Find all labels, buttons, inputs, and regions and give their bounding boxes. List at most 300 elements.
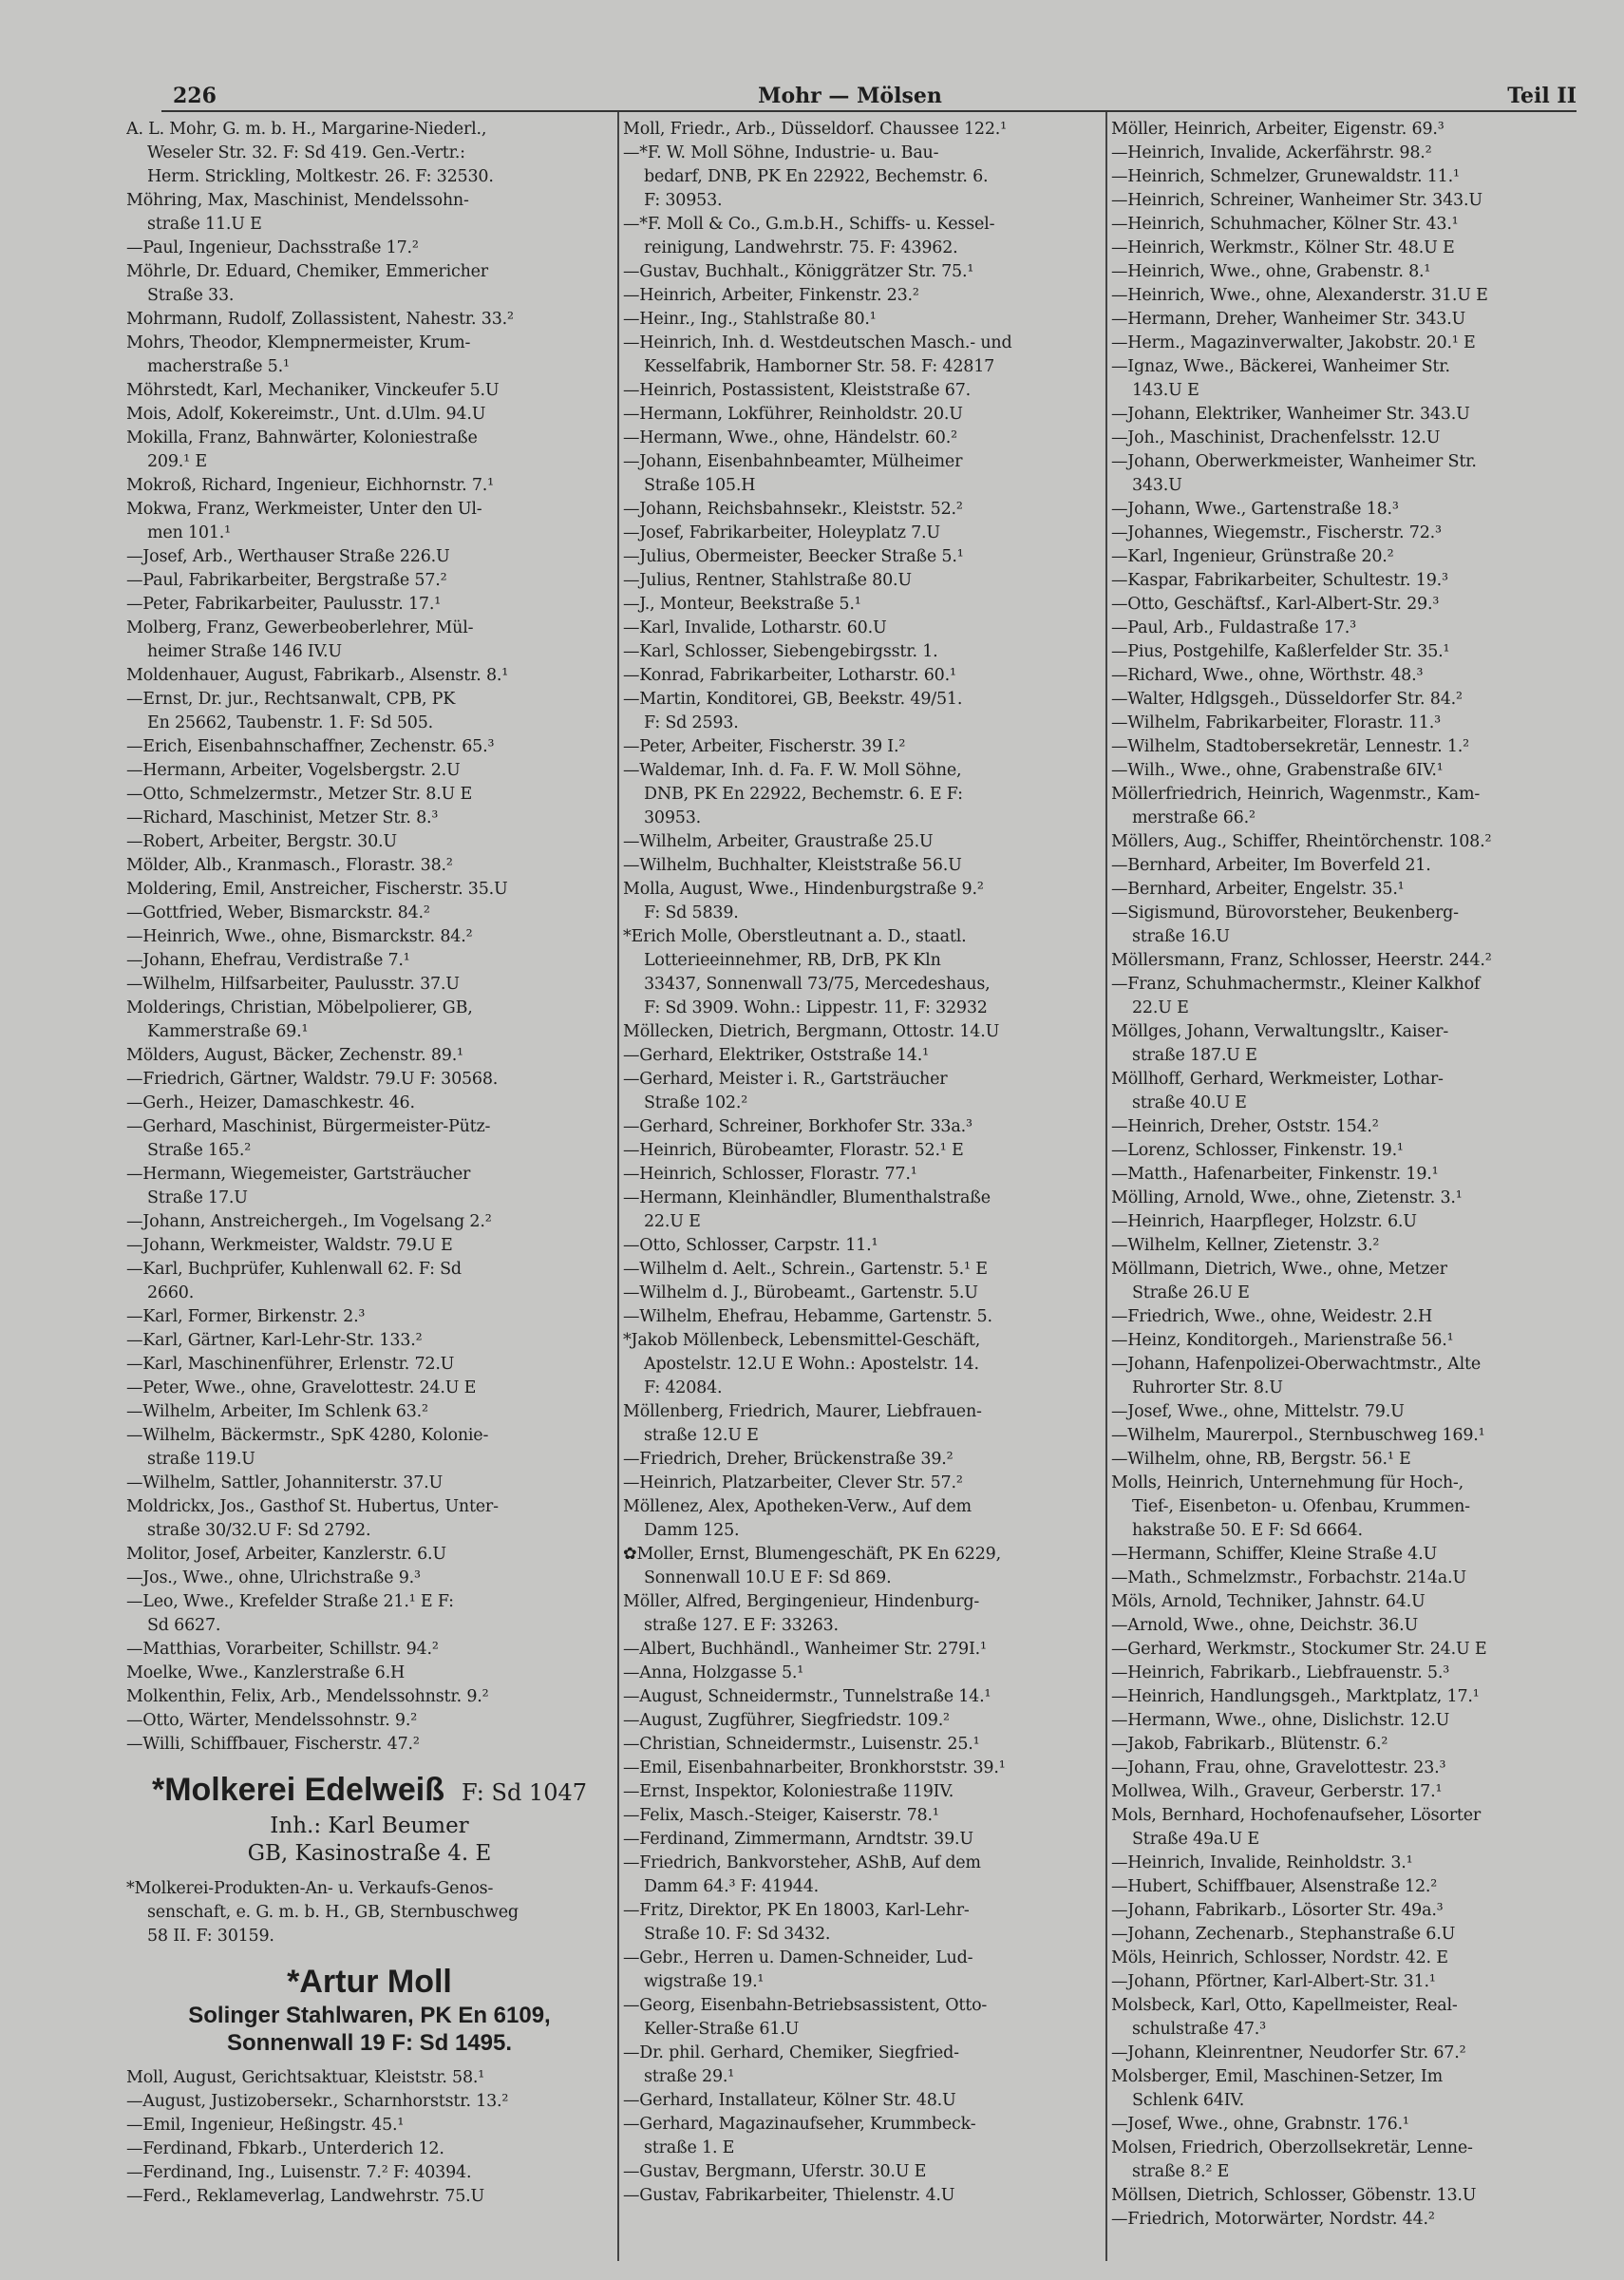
entry-line: —Johann, Eisenbahnbeamter, Mülheimer	[623, 452, 963, 471]
entry-line: Mölling, Arnold, Wwe., ohne, Zietenstr. 3.¹	[1111, 1188, 1463, 1207]
entry-line: —Dr. phil. Gerhard, Chemiker, Siegfried-	[623, 2043, 959, 2062]
entry-line: —Gerh., Heizer, Damaschkestr. 46.	[126, 1093, 415, 1112]
entry-list	[126, 1877, 613, 1948]
directory-entry	[623, 1757, 1103, 1780]
entry-line: ✿Moller, Ernst, Blumengeschäft, PK En 6229,	[623, 1545, 1001, 1564]
entry-line: —Franz, Schuhmachermstr., Kleiner Kalkhof	[1111, 975, 1481, 994]
directory-entry	[1111, 1852, 1578, 1875]
entry-line: —August, Schneidermstr., Tunnelstraße 14.¹	[623, 1687, 991, 1706]
directory-entry	[126, 1472, 613, 1495]
directory-entry	[1111, 522, 1578, 545]
entry-line: —Ignaz, Wwe., Bäckerei, Wanheimer Str.	[1111, 357, 1450, 376]
entry-line: Möllers, Aug., Schiffer, Rheintörchenstr. 108.²	[1111, 832, 1492, 851]
directory-entry	[623, 593, 1103, 617]
entry-line: Möhring, Max, Maschinist, Mendelssohn-	[126, 191, 469, 210]
entry-line: —Wilhelm, Fabrikarbeiter, Florastr. 11.³	[1111, 713, 1441, 732]
entry-line: —Johann, Kleinrentner, Neudorfer Str. 67.²	[1111, 2043, 1466, 2062]
directory-entry	[1111, 1139, 1578, 1163]
directory-entry	[623, 1638, 1103, 1662]
directory-entry	[126, 2185, 613, 2209]
directory-entry	[623, 2113, 1103, 2160]
entry-line: Straße 10. F: Sd 3432.	[644, 1925, 831, 1944]
entry-line: —Waldemar, Inh. d. Fa. F. W. Moll Söhne,	[623, 761, 962, 780]
directory-entry	[1111, 1187, 1578, 1210]
entry-line: 58 II. F: 30159.	[147, 1927, 274, 1946]
entry-line: —Friedrich, Dreher, Brückenstraße 39.²	[623, 1450, 954, 1469]
directory-entry	[1111, 1923, 1578, 1947]
directory-entry	[1111, 1424, 1578, 1448]
directory-entry	[623, 664, 1103, 688]
entry-list	[623, 118, 1103, 2208]
entry-line: —Joh., Maschinist, Drachenfelsstr. 12.U	[1111, 428, 1441, 447]
entry-line: Möllges, Johann, Verwaltungsltr., Kaiser-	[1111, 1022, 1449, 1041]
entry-line: —Heinrich, Invalide, Ackerfährstr. 98.²	[1111, 143, 1432, 162]
directory-entry	[623, 1115, 1103, 1139]
entry-line: Herm. Strickling, Moltkestr. 26. F: 32530.	[147, 167, 494, 186]
entry-line: Damm 64.³ F: 41944.	[644, 1877, 820, 1896]
entry-line: Mokwa, Franz, Werkmeister, Unter den Ul-	[126, 500, 482, 519]
directory-entry	[623, 1685, 1103, 1709]
entry-list	[126, 2066, 613, 2209]
directory-entry	[623, 522, 1103, 545]
entry-line: —Wilhelm, Stadtobersekretär, Lennestr. 1.²	[1111, 737, 1469, 756]
entry-line: Moldering, Emil, Anstreicher, Fischerstr. 35.U	[126, 880, 508, 899]
ad-name: *Molkerei Edelweiß	[151, 1772, 444, 1808]
directory-entry	[126, 1305, 613, 1329]
directory-entry	[1111, 1353, 1578, 1400]
directory-entry	[1111, 973, 1578, 1020]
directory-entry	[1111, 759, 1578, 783]
entry-line: —Gerhard, Installateur, Kölner Str. 48.U	[623, 2091, 956, 2110]
entry-line: Möller, Alfred, Bergingenieur, Hindenburg-	[623, 1592, 980, 1611]
directory-entry	[623, 830, 1103, 854]
directory-entry	[623, 1400, 1103, 1448]
entry-line: Mölders, August, Bäcker, Zechenstr. 89.¹	[126, 1046, 463, 1065]
entry-line: —Heinrich, Dreher, Oststr. 154.²	[1111, 1117, 1379, 1136]
directory-entry	[623, 1804, 1103, 1828]
directory-entry	[1111, 1305, 1578, 1329]
entry-line: —Hermann, Kleinhändler, Blumenthalstraße	[623, 1188, 991, 1207]
page-number: 226	[173, 84, 217, 108]
entry-line: Molsen, Friedrich, Oberzollsekretär, Lenne-	[1111, 2138, 1473, 2157]
entry-line: —Paul, Fabrikarbeiter, Bergstraße 57.²	[126, 571, 447, 590]
entry-line: —Wilhelm, Buchhalter, Kleiststraße 56.U	[623, 856, 962, 875]
entry-line: —Hermann, Wwe., ohne, Händelstr. 60.²	[623, 428, 957, 447]
directory-entry	[623, 1947, 1103, 1994]
directory-entry	[126, 1353, 613, 1377]
entry-line: *Erich Molle, Oberstleutnant a. D., staatl.	[623, 927, 967, 946]
directory-entry	[126, 1115, 613, 1163]
directory-entry	[1111, 1329, 1578, 1353]
entry-line: straße 16.U	[1132, 927, 1230, 946]
directory-entry	[623, 2089, 1103, 2113]
entry-line: —Richard, Wwe., ohne, Wörthstr. 48.³	[1111, 666, 1424, 685]
column-divider	[617, 112, 619, 2261]
entry-line: —Otto, Geschäftsf., Karl-Albert-Str. 29.³	[1111, 595, 1440, 614]
entry-line: —Karl, Ingenieur, Grünstraße 20.²	[1111, 547, 1394, 566]
directory-entry	[623, 854, 1103, 878]
directory-entry	[126, 949, 613, 973]
entry-line: Moldenhauer, August, Fabrikarb., Alsenstr. 8.¹	[126, 666, 509, 685]
entry-line: Straße 17.U	[147, 1188, 248, 1207]
directory-entry	[623, 1733, 1103, 1757]
entry-line: —Karl, Buchprüfer, Kuhlenwall 62. F: Sd	[126, 1260, 462, 1279]
ad-line: Sonnenwall 19 F: Sd 1495.	[226, 2030, 513, 2056]
entry-line: —Heinrich, Inh. d. Westdeutschen Masch.- und	[623, 333, 1012, 352]
directory-entry	[623, 688, 1103, 735]
entry-line: —Math., Schmelzmstr., Forbachstr. 214a.U	[1111, 1568, 1466, 1587]
entry-line: F: Sd 3909. Wohn.: Lippestr. 11, F: 32932	[644, 998, 988, 1017]
entry-line: —Wilhelm, Arbeiter, Graustraße 25.U	[623, 832, 934, 851]
directory-entry	[1111, 1210, 1578, 1234]
directory-entry	[126, 118, 613, 189]
entry-line: Mölder, Alb., Kranmasch., Florastr. 38.²	[126, 856, 453, 875]
directory-entry	[126, 1424, 613, 1472]
directory-entry	[623, 545, 1103, 569]
directory-entry	[623, 2184, 1103, 2208]
directory-entry	[623, 1899, 1103, 1947]
entry-list	[1111, 118, 1578, 2232]
directory-entry	[126, 830, 613, 854]
entry-line: —Heinr., Ing., Stahlstraße 80.¹	[623, 310, 877, 329]
directory-entry	[1111, 1970, 1578, 1994]
entry-list	[126, 118, 613, 1757]
entry-line: Mohrmann, Rudolf, Zollassistent, Nahestr. 33.²	[126, 310, 514, 329]
directory-entry	[126, 1234, 613, 1258]
entry-line: Möhrle, Dr. Eduard, Chemiker, Emmericher	[126, 262, 488, 281]
entry-line: 33437, Sonnenwall 73/75, Mercedeshaus,	[644, 975, 991, 994]
directory-entry	[126, 1092, 613, 1115]
entry-line: Molsbeck, Karl, Otto, Kapellmeister, Real-	[1111, 1996, 1458, 2015]
entry-line: Straße 49a.U E	[1132, 1830, 1259, 1849]
entry-line: —Pius, Postgehilfe, Kaßlerfelder Str. 35.¹	[1111, 642, 1450, 661]
ad-phone: F: Sd 1047	[461, 1779, 588, 1806]
entry-line: —Heinrich, Werkmstr., Kölner Str. 48.U E	[1111, 238, 1455, 257]
directory-entry	[126, 617, 613, 664]
entry-line: —Peter, Arbeiter, Fischerstr. 39 I.²	[623, 737, 906, 756]
entry-line: —Gustav, Bergmann, Uferstr. 30.U E	[623, 2162, 927, 2181]
entry-line: Möllhoff, Gerhard, Werkmeister, Lothar-	[1111, 1070, 1444, 1089]
entry-line: —Leo, Wwe., Krefelder Straße 21.¹ E F:	[126, 1592, 454, 1611]
entry-line: —Hermann, Schiffer, Kleine Straße 4.U	[1111, 1545, 1438, 1564]
entry-line: —Karl, Invalide, Lotharstr. 60.U	[623, 618, 887, 637]
directory-entry	[623, 1472, 1103, 1495]
entry-line: —Heinrich, Schlosser, Florastr. 77.¹	[623, 1165, 917, 1184]
entry-line: Molls, Heinrich, Unternehmung für Hoch-,	[1111, 1473, 1463, 1492]
entry-line: F: Sd 5839.	[644, 903, 739, 922]
entry-line: —Heinrich, Arbeiter, Finkenstr. 23.²	[623, 286, 919, 305]
directory-entry	[1111, 2184, 1578, 2208]
directory-entry	[623, 2042, 1103, 2089]
entry-line: Möllsen, Dietrich, Schlosser, Göbenstr. 13.U	[1111, 2186, 1477, 2205]
entry-line: 2660.	[147, 1283, 195, 1302]
entry-line: Apostelstr. 12.U E Wohn.: Apostelstr. 14.	[644, 1355, 979, 1374]
directory-entry	[126, 1210, 613, 1234]
directory-entry	[126, 2138, 613, 2161]
directory-entry	[126, 1685, 613, 1709]
directory-entry	[1111, 902, 1578, 949]
entry-line: macherstraße 5.¹	[147, 357, 290, 376]
directory-entry	[1111, 1662, 1578, 1685]
entry-line: —Friedrich, Wwe., ohne, Weidestr. 2.H	[1111, 1307, 1433, 1326]
directory-entry	[126, 1567, 613, 1590]
column-3	[1111, 118, 1578, 2232]
entry-line: —Josef, Fabrikarbeiter, Holeyplatz 7.U	[623, 523, 940, 542]
entry-line: —Johann, Pförtner, Karl-Albert-Str. 31.¹	[1111, 1972, 1436, 1991]
directory-entry	[126, 474, 613, 498]
entry-line: —Paul, Arb., Fuldastraße 17.³	[1111, 618, 1356, 637]
directory-entry	[623, 878, 1103, 925]
directory-entry	[1111, 1163, 1578, 1187]
entry-line: —Paul, Ingenieur, Dachsstraße 17.²	[126, 238, 419, 257]
entry-line: —Heinrich, Fabrikarb., Liebfrauenstr. 5.³	[1111, 1663, 1450, 1682]
directory-entry	[1111, 450, 1578, 498]
directory-entry	[623, 617, 1103, 640]
entry-line: —Ferdinand, Ing., Luisenstr. 7.² F: 40394.	[126, 2163, 472, 2182]
entry-line: Lotterieeinnehmer, RB, DrB, PK Kln	[644, 951, 941, 970]
directory-entry	[623, 759, 1103, 830]
directory-entry	[126, 807, 613, 830]
entry-line: Damm 125.	[644, 1521, 740, 1540]
directory-entry	[623, 1994, 1103, 2042]
entry-line: straße 40.U E	[1132, 1093, 1247, 1112]
entry-line: —Gebr., Herren u. Damen-Schneider, Lud-	[623, 1948, 973, 1967]
entry-line: Möllenberg, Friedrich, Maurer, Liebfrauen-	[623, 1402, 982, 1421]
entry-line: —Johann, Reichsbahnsekr., Kleiststr. 52.²	[623, 500, 963, 519]
entry-line: —Josef, Arb., Werthauser Straße 226.U	[126, 547, 450, 566]
entry-line: straße 29.¹	[644, 2067, 735, 2086]
directory-entry	[126, 545, 613, 569]
entry-line: Möhrstedt, Karl, Mechaniker, Vinckeufer 5.U	[126, 381, 500, 400]
directory-entry	[126, 403, 613, 427]
directory-entry	[623, 569, 1103, 593]
entry-line: straße 187.U E	[1132, 1046, 1257, 1065]
entry-line: —Felix, Masch.-Steiger, Kaiserstr. 78.¹	[623, 1806, 939, 1825]
directory-entry	[126, 1733, 613, 1757]
entry-line: —Robert, Arbeiter, Bergstr. 30.U	[126, 832, 397, 851]
directory-entry	[1111, 1804, 1578, 1852]
directory-entry	[126, 1068, 613, 1092]
entry-line: 22.U E	[1132, 998, 1189, 1017]
entry-line: —Johann, Anstreichergeh., Im Vogelsang 2.²	[126, 1212, 492, 1231]
entry-line: heimer Straße 146 IV.U	[147, 642, 342, 661]
directory-entry	[623, 1020, 1103, 1044]
entry-line: —Heinrich, Invalide, Reinholdstr. 3.¹	[1111, 1853, 1413, 1872]
directory-entry	[126, 2090, 613, 2114]
entry-line: —Heinrich, Wwe., ohne, Bismarckstr. 84.²	[126, 927, 473, 946]
directory-entry	[1111, 593, 1578, 617]
entry-line: —Heinz, Konditorgeh., Marienstraße 56.¹	[1111, 1331, 1454, 1350]
directory-entry	[1111, 2113, 1578, 2137]
directory-entry	[126, 997, 613, 1044]
directory-entry	[1111, 854, 1578, 878]
directory-entry	[1111, 664, 1578, 688]
directory-entry	[126, 260, 613, 308]
directory-entry	[126, 1377, 613, 1400]
entry-line: —*F. Moll & Co., G.m.b.H., Schiffs- u. Kessel-	[623, 215, 995, 234]
entry-line: —J., Monteur, Beekstraße 5.¹	[623, 595, 861, 614]
directory-entry	[126, 332, 613, 379]
directory-entry	[623, 1329, 1103, 1400]
entry-line: —Otto, Schmelzermstr., Metzer Str. 8.U E	[126, 785, 473, 804]
directory-entry	[126, 1590, 613, 1638]
entry-line: En 25662, Taubenstr. 1. F: Sd 505.	[147, 713, 433, 732]
directory-entry	[126, 1638, 613, 1662]
entry-line: Molderings, Christian, Möbelpolierer, GB,	[126, 998, 473, 1017]
entry-line: —Friedrich, Gärtner, Waldstr. 79.U F: 30568.	[126, 1070, 499, 1089]
entry-line: —Karl, Gärtner, Karl-Lehr-Str. 133.²	[126, 1331, 423, 1350]
entry-line: —Gerhard, Schreiner, Borkhofer Str. 33a.³	[623, 1117, 973, 1136]
entry-line: —Peter, Fabrikarbeiter, Paulusstr. 17.¹	[126, 595, 442, 614]
entry-line: —Heinrich, Schuhmacher, Kölner Str. 43.¹	[1111, 215, 1459, 234]
entry-line: —Otto, Wärter, Mendelssohnstr. 9.²	[126, 1711, 418, 1730]
advertisement-molkerei-edelweiss	[126, 1770, 613, 1868]
entry-line: —Richard, Maschinist, Metzer Str. 8.³	[126, 808, 439, 827]
directory-entry	[126, 783, 613, 807]
directory-entry	[126, 973, 613, 997]
directory-entry	[126, 379, 613, 403]
entry-line: Möllerfriedrich, Heinrich, Wagenmstr., Kam-	[1111, 785, 1481, 804]
directory-entry	[1111, 1757, 1578, 1780]
header-rule	[161, 110, 1577, 112]
directory-entry	[623, 1068, 1103, 1115]
entry-line: Möls, Arnold, Techniker, Jahnstr. 64.U	[1111, 1592, 1426, 1611]
entry-line: Mokilla, Franz, Bahnwärter, Koloniestraße	[126, 428, 478, 447]
ad-line: Inh.: Karl Beumer	[270, 1814, 469, 1838]
directory-entry	[623, 1163, 1103, 1187]
entry-line: —Heinrich, Wwe., ohne, Alexanderstr. 31.U E	[1111, 286, 1488, 305]
directory-entry	[1111, 260, 1578, 284]
directory-entry	[1111, 1020, 1578, 1068]
directory-entry	[623, 735, 1103, 759]
entry-line: —Peter, Wwe., ohne, Gravelottestr. 24.U E	[126, 1378, 477, 1397]
entry-line: Mohrs, Theodor, Klempnermeister, Krum-	[126, 333, 471, 352]
ad-name: *Artur Moll	[287, 1964, 452, 2000]
entry-line: —Matthias, Vorarbeiter, Schillstr. 94.²	[126, 1640, 439, 1659]
entry-line: —Gustav, Buchhalt., Königgrätzer Str. 75.¹	[623, 262, 974, 281]
entry-line: —Wilhelm, Sattler, Johanniterstr. 37.U	[126, 1473, 444, 1492]
entry-line: Möller, Heinrich, Arbeiter, Eigenstr. 69.³	[1111, 120, 1445, 139]
entry-line: Kammerstraße 69.¹	[147, 1022, 309, 1041]
entry-line: —Ferdinand, Fbkarb., Unterderich 12.	[126, 2139, 444, 2158]
entry-line: —August, Zugführer, Siegfriedstr. 109.²	[623, 1711, 950, 1730]
entry-line: Mols, Bernhard, Hochofenaufseher, Lösorter	[1111, 1806, 1482, 1825]
entry-line: —Emil, Eisenbahnarbeiter, Bronkhorststr. 39.¹	[623, 1758, 1006, 1777]
directory-entry	[623, 1709, 1103, 1733]
directory-entry	[623, 1543, 1103, 1590]
entry-line: —Julius, Obermeister, Beecker Straße 5.¹	[623, 547, 964, 566]
directory-entry	[623, 284, 1103, 308]
column-1	[126, 118, 613, 2209]
directory-entry	[1111, 427, 1578, 450]
directory-entry	[126, 1400, 613, 1424]
entry-line: —Johann, Ehefrau, Verdistraße 7.¹	[126, 951, 410, 970]
directory-entry	[126, 2066, 613, 2090]
directory-entry	[126, 2114, 613, 2138]
entry-line: Sd 6627.	[147, 1616, 221, 1635]
directory-entry	[623, 1828, 1103, 1852]
directory-entry	[623, 2160, 1103, 2184]
entry-line: bedarf, DNB, PK En 22922, Bechemstr. 6.	[644, 167, 989, 186]
directory-entry	[126, 1543, 613, 1567]
entry-line: —Heinrich, Bürobeamter, Florastr. 52.¹ E	[623, 1141, 964, 1160]
directory-entry	[1111, 1068, 1578, 1115]
directory-entry	[126, 1258, 613, 1305]
directory-entry	[623, 308, 1103, 332]
entry-line: A. L. Mohr, G. m. b. H., Margarine-Niederl.,	[126, 120, 487, 139]
entry-line: 30953.	[644, 808, 702, 827]
directory-entry	[623, 1258, 1103, 1282]
entry-line: Molsberger, Emil, Maschinen-Setzer, Im	[1111, 2067, 1444, 2086]
directory-entry	[1111, 735, 1578, 759]
entry-line: Möllenez, Alex, Apotheken-Verw., Auf dem	[623, 1497, 972, 1516]
entry-line: —Konrad, Fabrikarbeiter, Lotharstr. 60.¹	[623, 666, 956, 685]
entry-line: DNB, PK En 22922, Bechemstr. 6. E F:	[644, 785, 963, 804]
entry-line: —Heinrich, Platzarbeiter, Clever Str. 57.²	[623, 1473, 963, 1492]
entry-line: —Ernst, Dr. jur., Rechtsanwalt, CPB, PK	[126, 690, 456, 709]
directory-entry	[1111, 2042, 1578, 2065]
directory-entry	[623, 498, 1103, 522]
directory-entry	[1111, 1543, 1578, 1567]
directory-entry	[1111, 189, 1578, 213]
entry-line: —Gerhard, Maschinist, Bürgermeister-Pütz-	[126, 1117, 491, 1136]
entry-line: Möllmann, Dietrich, Wwe., ohne, Metzer	[1111, 1260, 1447, 1279]
entry-line: —Johann, Hafenpolizei-Oberwachtmstr., Alte	[1111, 1355, 1481, 1374]
entry-line: —Otto, Schlosser, Carpstr. 11.¹	[623, 1236, 878, 1255]
entry-line: Sonnenwall 10.U E F: Sd 869.	[644, 1568, 892, 1587]
entry-line: —Willi, Schiffbauer, Fischerstr. 47.²	[126, 1735, 420, 1754]
entry-line: —Gottfried, Weber, Bismarckstr. 84.²	[126, 903, 430, 922]
entry-line: —Friedrich, Bankvorsteher, AShB, Auf dem	[623, 1853, 981, 1872]
entry-line: Molitor, Josef, Arbeiter, Kanzlerstr. 6.U	[126, 1545, 446, 1564]
entry-line: —Wilhelm d. Aelt., Schrein., Gartenstr. 5.¹ E	[623, 1260, 988, 1279]
entry-line: schulstraße 47.³	[1132, 2020, 1266, 2039]
entry-line: 343.U	[1132, 476, 1182, 495]
entry-line: —Hermann, Arbeiter, Vogelsbergstr. 2.U	[126, 761, 461, 780]
entry-line: —Heinrich, Wwe., ohne, Grabenstr. 8.¹	[1111, 262, 1431, 281]
entry-line: —Heinrich, Haarpfleger, Holzstr. 6.U	[1111, 1212, 1417, 1231]
directory-entry	[623, 1044, 1103, 1068]
entry-line: straße 119.U	[147, 1450, 255, 1469]
directory-entry	[623, 427, 1103, 450]
directory-entry	[1111, 1614, 1578, 1638]
directory-entry	[1111, 545, 1578, 569]
directory-entry	[126, 1709, 613, 1733]
entry-line: F: 30953.	[644, 191, 723, 210]
directory-entry	[1111, 165, 1578, 189]
entry-line: *Jakob Möllenbeck, Lebensmittel-Geschäft,	[623, 1331, 981, 1350]
entry-line: Straße 102.²	[644, 1093, 748, 1112]
entry-line: —Karl, Maschinenführer, Erlenstr. 72.U	[126, 1355, 455, 1374]
directory-entry	[1111, 2065, 1578, 2113]
directory-entry	[1111, 1638, 1578, 1662]
directory-entry	[1111, 213, 1578, 237]
directory-entry	[126, 1662, 613, 1685]
directory-entry	[1111, 1567, 1578, 1590]
directory-entry	[1111, 1994, 1578, 2042]
directory-entry	[623, 1495, 1103, 1543]
entry-line: Straße 105.H	[644, 476, 756, 495]
directory-entry	[126, 878, 613, 902]
entry-line: Ruhrorter Str. 8.U	[1132, 1378, 1283, 1397]
directory-entry	[623, 260, 1103, 284]
entry-line: Moldrickx, Jos., Gasthof St. Hubertus, Unter-	[126, 1497, 499, 1516]
entry-line: —Wilhelm, Ehefrau, Hebamme, Gartenstr. 5.	[623, 1307, 992, 1326]
directory-entry	[1111, 2208, 1578, 2232]
entry-line: F: 42084.	[644, 1378, 723, 1397]
entry-line: —Hermann, Lokführer, Reinholdstr. 20.U	[623, 405, 963, 424]
entry-line: straße 1. E	[644, 2138, 735, 2157]
